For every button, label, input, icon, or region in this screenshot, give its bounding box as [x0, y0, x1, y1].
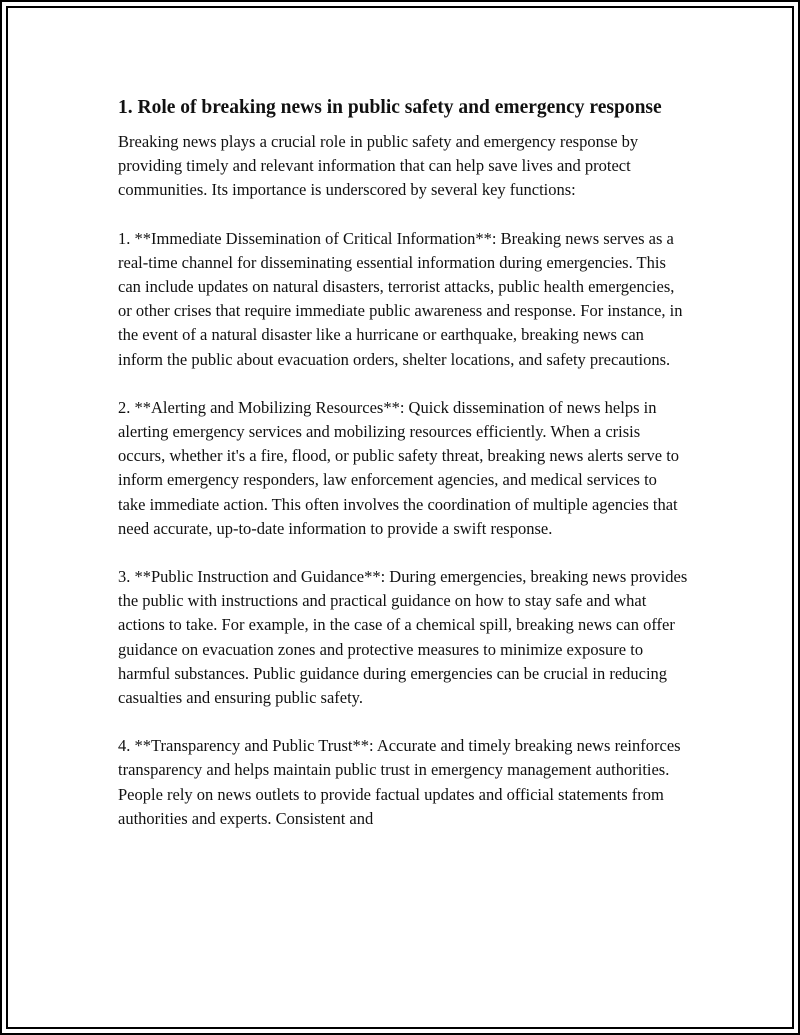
intro-paragraph: Breaking news plays a crucial role in public safety and emergency response by providing timely and relevant information that can help save lives and protect communities. Its importance is underscored by several key functions:: [118, 132, 639, 200]
section-heading: 1. Role of breaking news in public safety and emergency response: [118, 97, 662, 118]
document-body: [118, 94, 688, 855]
point-1-paragraph: 1. **Immediate Dissemination of Critical Information**: Breaking news serves as a real-time channel for disseminating essential information during emergencies. This can include updates on natural disasters, terrorist attacks, public health emergencies, or other crises that require immediate public awareness and response. For instance, in the event of a natural disaster like a hurricane or earthquake, breaking news can inform the public about evacuation orders, shelter locations, and safety precautions.: [118, 228, 683, 369]
point-3-paragraph: 3. **Public Instruction and Guidance**: During emergencies, breaking news provides the public with instructions and practical guidance on how to stay safe and what actions to take. For example, in the case of a chemical spill, breaking news can offer guidance on evacuation zones and protective measures to minimize exposure to harmful substances. Public guidance during emergencies can be crucial in reducing casualties and ensuring public safety.: [118, 567, 688, 708]
point-2-paragraph: 2. **Alerting and Mobilizing Resources**: Quick dissemination of news helps in alerting emergency services and mobilizing resources efficiently. When a crisis occurs, whether it's a fire, flood, or public safety threat, breaking news alerts serve to inform emergency responders, law enforcement agencies, and medical services to take immediate action. This often involves the coordination of multiple agencies that need accurate, up-to-date information to provide a swift response.: [118, 397, 680, 538]
point-4-paragraph: 4. **Transparency and Public Trust**: Accurate and timely breaking news reinforces transparency and helps maintain public trust in emergency management authorities. People rely on news outlets to provide factual updates and official statements from authorities and experts. Consistent and: [118, 736, 681, 828]
